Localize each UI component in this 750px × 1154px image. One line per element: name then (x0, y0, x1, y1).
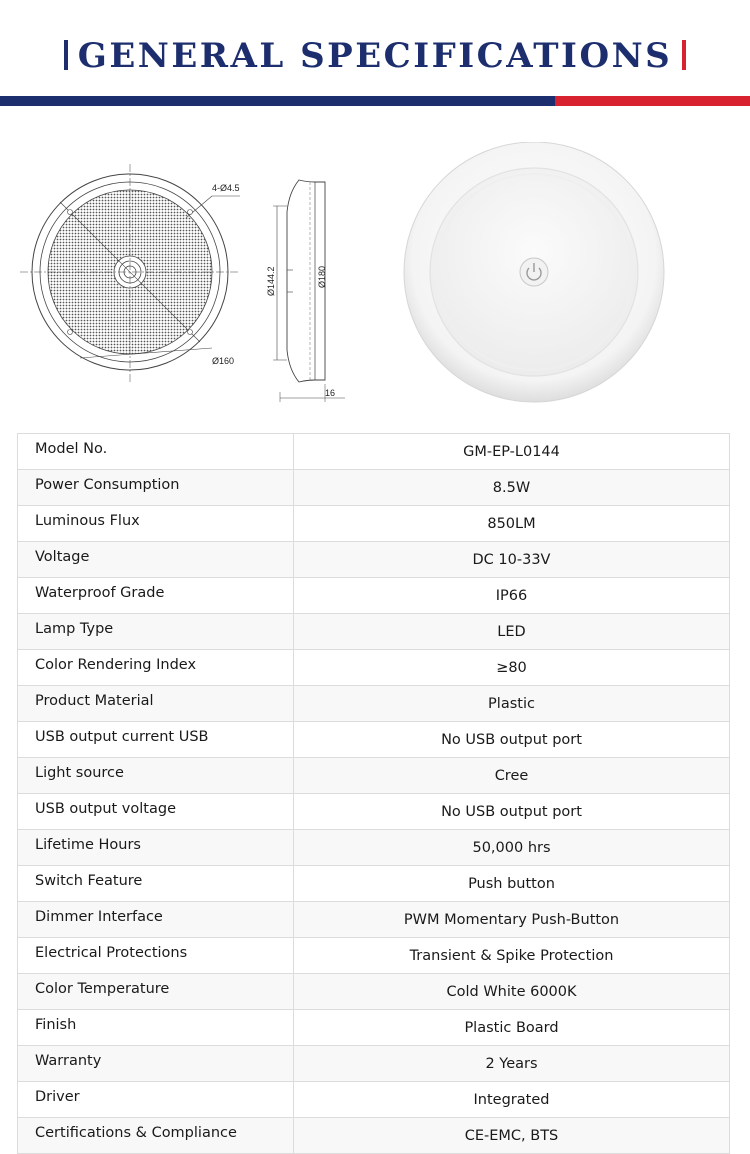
spec-value: IP66 (294, 578, 730, 614)
spec-label: Dimmer Interface (18, 902, 294, 938)
table-row (18, 650, 730, 686)
spec-label: Waterproof Grade (18, 578, 294, 614)
table-row (18, 578, 730, 614)
spec-label: Warranty (18, 1046, 294, 1082)
table-row (18, 542, 730, 578)
side-view-drawing (265, 170, 350, 405)
spec-value: GM-EP-L0144 (294, 434, 730, 470)
depth-label: 16 (325, 388, 336, 398)
spec-value: 8.5W (294, 470, 730, 506)
spec-value: Plastic Board (294, 1010, 730, 1046)
side-inner-diameter-label: Ø144.2 (266, 266, 276, 296)
spec-value: 850LM (294, 506, 730, 542)
spec-label: Switch Feature (18, 866, 294, 902)
power-icon (520, 258, 548, 286)
spec-value: ≥80 (294, 650, 730, 686)
spec-value: Plastic (294, 686, 730, 722)
spec-label: Electrical Protections (18, 938, 294, 974)
table-row (18, 1082, 730, 1118)
product-drawings (0, 140, 750, 420)
spec-label: Color Temperature (18, 974, 294, 1010)
outer-diameter-label: Ø160 (212, 356, 235, 366)
table-row (18, 938, 730, 974)
spec-label: Certifications & Compliance (18, 1118, 294, 1154)
table-row (18, 1046, 730, 1082)
table-row (18, 506, 730, 542)
spec-value: 50,000 hrs (294, 830, 730, 866)
side-outer-diameter-label: Ø180 (317, 265, 327, 288)
spec-label: Lamp Type (18, 614, 294, 650)
spec-label: Product Material (18, 686, 294, 722)
hole-dimension-label: 4-Ø4.5 (212, 183, 240, 193)
table-row (18, 866, 730, 902)
spec-label: Model No. (18, 434, 294, 470)
specifications-table (17, 433, 730, 1154)
spec-value: LED (294, 614, 730, 650)
header-stripe-blue (0, 96, 555, 106)
table-row (18, 974, 730, 1010)
table-row (18, 1118, 730, 1154)
spec-value: PWM Momentary Push-Button (294, 902, 730, 938)
spec-value: Transient & Spike Protection (294, 938, 730, 974)
title-left-bar (64, 40, 68, 70)
table-row (18, 1010, 730, 1046)
spec-label: Voltage (18, 542, 294, 578)
table-row (18, 614, 730, 650)
spec-label: USB output current USB (18, 722, 294, 758)
spec-value: No USB output port (294, 722, 730, 758)
spec-value: Cold White 6000K (294, 974, 730, 1010)
table-row (18, 830, 730, 866)
page-title: GENERAL SPECIFICATIONS (77, 36, 673, 76)
title-row (0, 36, 750, 76)
spec-label: Power Consumption (18, 470, 294, 506)
spec-value: Cree (294, 758, 730, 794)
spec-label: Driver (18, 1082, 294, 1118)
spec-label: Color Rendering Index (18, 650, 294, 686)
spec-value: DC 10-33V (294, 542, 730, 578)
table-row (18, 902, 730, 938)
table-row (18, 686, 730, 722)
table-row (18, 794, 730, 830)
spec-label: Finish (18, 1010, 294, 1046)
spec-value: No USB output port (294, 794, 730, 830)
product-image (400, 142, 670, 404)
spec-value: CE-EMC, BTS (294, 1118, 730, 1154)
table-row (18, 434, 730, 470)
spec-label: Luminous Flux (18, 506, 294, 542)
table-row (18, 758, 730, 794)
spec-label: Light source (18, 758, 294, 794)
title-right-bar (682, 40, 686, 70)
spec-value: 2 Years (294, 1046, 730, 1082)
header-stripe-red (555, 96, 750, 106)
table-row (18, 722, 730, 758)
spec-label: Lifetime Hours (18, 830, 294, 866)
table-row (18, 470, 730, 506)
front-view-drawing (20, 160, 245, 400)
spec-value: Push button (294, 866, 730, 902)
spec-label: USB output voltage (18, 794, 294, 830)
page-header (0, 0, 750, 110)
spec-value: Integrated (294, 1082, 730, 1118)
